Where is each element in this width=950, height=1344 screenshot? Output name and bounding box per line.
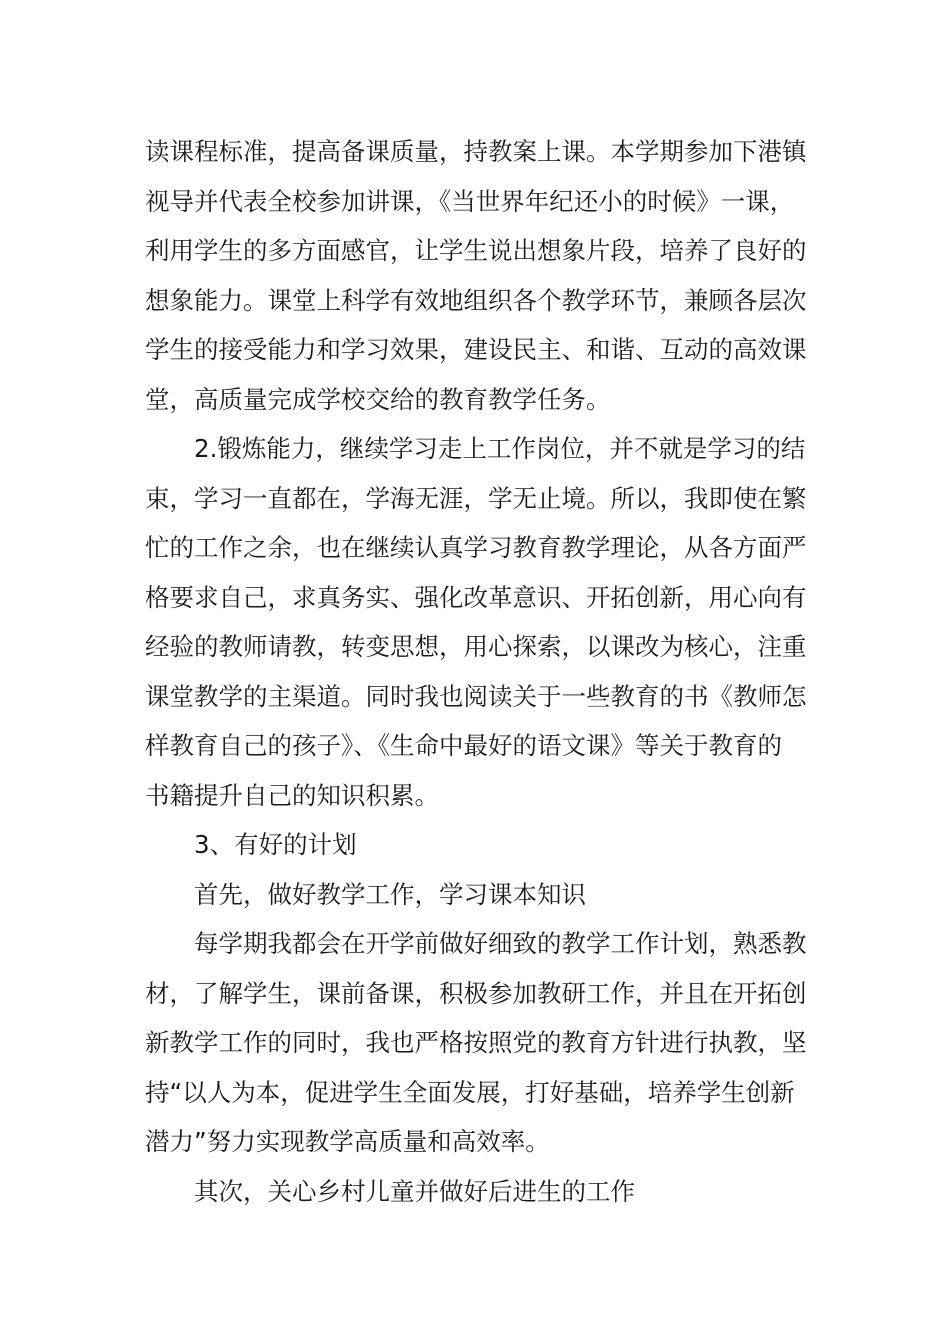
text-line: 堂，高质量完成学校交给的教育教学任务。	[145, 384, 611, 414]
text-line: 束，学习一直都在，学海无涯，学无止境。所以，我即使在繁	[145, 483, 807, 513]
text-line: 格要求自己，求真务实、强化改革意识、开拓创新，用心向有	[145, 582, 807, 612]
subheading-second: 其次，关心乡村儿童并做好后进生的工作	[194, 1176, 635, 1206]
text-line: 持“以人为本，促进学生全面发展，打好基础，培养学生创新	[145, 1077, 795, 1107]
text-line: 经验的教师请教，转变思想，用心探索，以课改为核心，注重	[145, 632, 807, 661]
text-line: 样教育自己的孩子》、《生命中最好的语文课》等关于教育的	[145, 731, 782, 760]
text-line: 视导并代表全校参加讲课，《当世界年纪还小的时候》一课，	[145, 186, 795, 216]
text-line: 学生的接受能力和学习效果，建设民主、和谐、互动的高效课	[145, 335, 807, 364]
text-line: 新教学工作的同时，我也严格按照党的教育方针进行执教，坚	[145, 1028, 807, 1057]
subheading-first: 首先，做好教学工作，学习课本知识	[194, 879, 586, 909]
text-line: 书籍提升自己的知识积累。	[145, 780, 439, 810]
text-line: 每学期我都会在开学前做好细致的教学工作计划，熟悉教	[194, 929, 807, 958]
text-line: 材，了解学生，课前备课，积极参加教研工作，并且在开拓创	[145, 978, 807, 1008]
text-line: 忙的工作之余，也在继续认真学习教育教学理论，从各方面严	[145, 533, 807, 562]
section-heading-3: 3、有好的计划	[194, 830, 357, 859]
text-line: 利用学生的多方面感官，让学生说出想象片段，培养了良好的	[145, 236, 807, 265]
body-text	[145, 127, 810, 1216]
text-line: 课堂教学的主渠道。同时我也阅读关于一些教育的书《教师怎	[145, 681, 807, 711]
text-line: 潜力”努力实现教学高质量和高效率。	[145, 1127, 550, 1156]
paragraph-heading-2: 2.锻炼能力，继续学习走上工作岗位，并不就是学习的结	[194, 434, 806, 463]
text-line: 读课程标准，提高备课质量，持教案上课。本学期参加下港镇	[145, 137, 807, 166]
text-line: 想象能力。课堂上科学有效地组织各个教学环节，兼顾各层次	[145, 285, 807, 315]
